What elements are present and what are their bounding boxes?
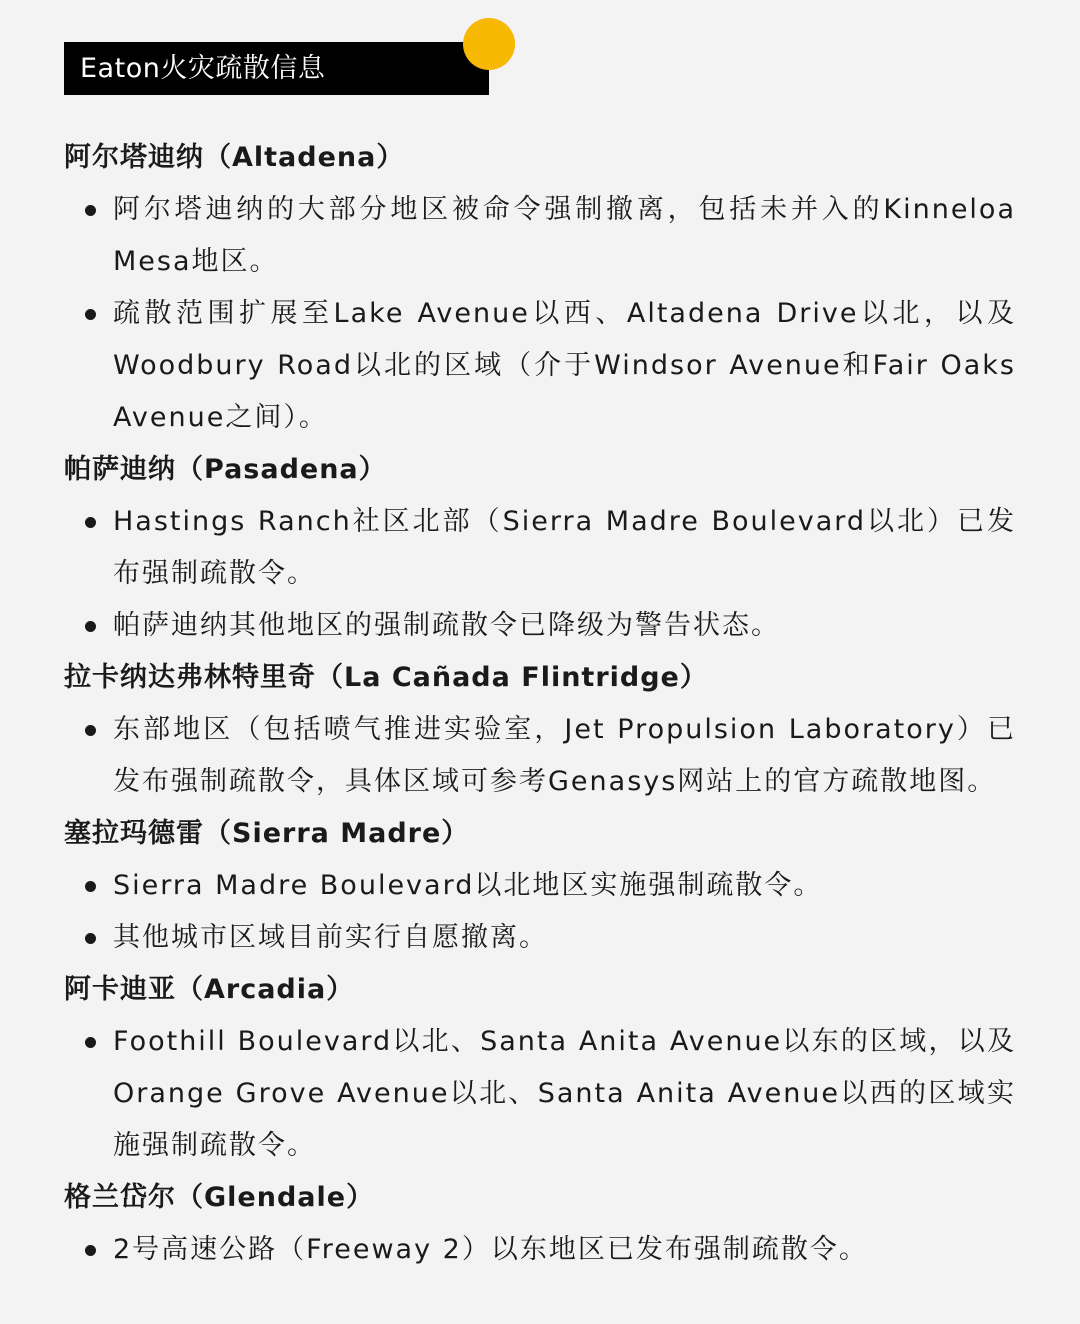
section-la-canada-flintridge bbox=[64, 652, 1016, 808]
section-title: 帕萨迪纳（Pasadena） bbox=[64, 454, 387, 485]
bullet-list bbox=[64, 496, 1016, 652]
list-item: 疏散范围扩展至Lake Avenue以西、Altadena Drive以北，以及Woodbury Road以北的区域（介于Windsor Avenue和Fair Oaks Avenue之间）。 bbox=[64, 288, 1016, 444]
section-title: 拉卡纳达弗林特里奇（La Cañada Flintridge） bbox=[64, 662, 708, 693]
section-title: 塞拉玛德雷（Sierra Madre） bbox=[64, 818, 470, 849]
section-title: 阿卡迪亚（Arcadia） bbox=[64, 974, 355, 1005]
list-item: 帕萨迪纳其他地区的强制疏散令已降级为警告状态。 bbox=[64, 600, 1016, 652]
list-item: Sierra Madre Boulevard以北地区实施强制疏散令。 bbox=[64, 860, 1016, 912]
section-pasadena bbox=[64, 444, 1016, 652]
bullet-list bbox=[64, 184, 1016, 444]
content bbox=[64, 132, 1016, 1276]
accent-dot-icon bbox=[463, 18, 515, 70]
bullet-list bbox=[64, 704, 1016, 808]
list-item: 其他城市区域目前实行自愿撤离。 bbox=[64, 912, 1016, 964]
section-title: 阿尔塔迪纳（Altadena） bbox=[64, 142, 405, 173]
list-item: Foothill Boulevard以北、Santa Anita Avenue以东的区域，以及Orange Grove Avenue以北、Santa Anita Avenue以西的区域实施强制疏散令。 bbox=[64, 1016, 1016, 1172]
section-arcadia bbox=[64, 964, 1016, 1172]
list-item: 东部地区（包括喷气推进实验室，Jet Propulsion Laboratory）已发布强制疏散令，具体区域可参考Genasys网站上的官方疏散地图。 bbox=[64, 704, 1016, 808]
section-sierra-madre bbox=[64, 808, 1016, 964]
section-title: 格兰岱尔（Glendale） bbox=[64, 1182, 375, 1213]
section-altadena bbox=[64, 132, 1016, 444]
list-item: 2号高速公路（Freeway 2）以东地区已发布强制疏散令。 bbox=[64, 1224, 1016, 1276]
bullet-list bbox=[64, 1016, 1016, 1172]
list-item: Hastings Ranch社区北部（Sierra Madre Boulevard以北）已发布强制疏散令。 bbox=[64, 496, 1016, 600]
bullet-list bbox=[64, 860, 1016, 964]
header-title: Eaton火灾疏散信息 bbox=[64, 42, 489, 95]
section-glendale bbox=[64, 1172, 1016, 1276]
header bbox=[64, 42, 524, 98]
bullet-list bbox=[64, 1224, 1016, 1276]
list-item: 阿尔塔迪纳的大部分地区被命令强制撤离，包括未并入的Kinneloa Mesa地区。 bbox=[64, 184, 1016, 288]
